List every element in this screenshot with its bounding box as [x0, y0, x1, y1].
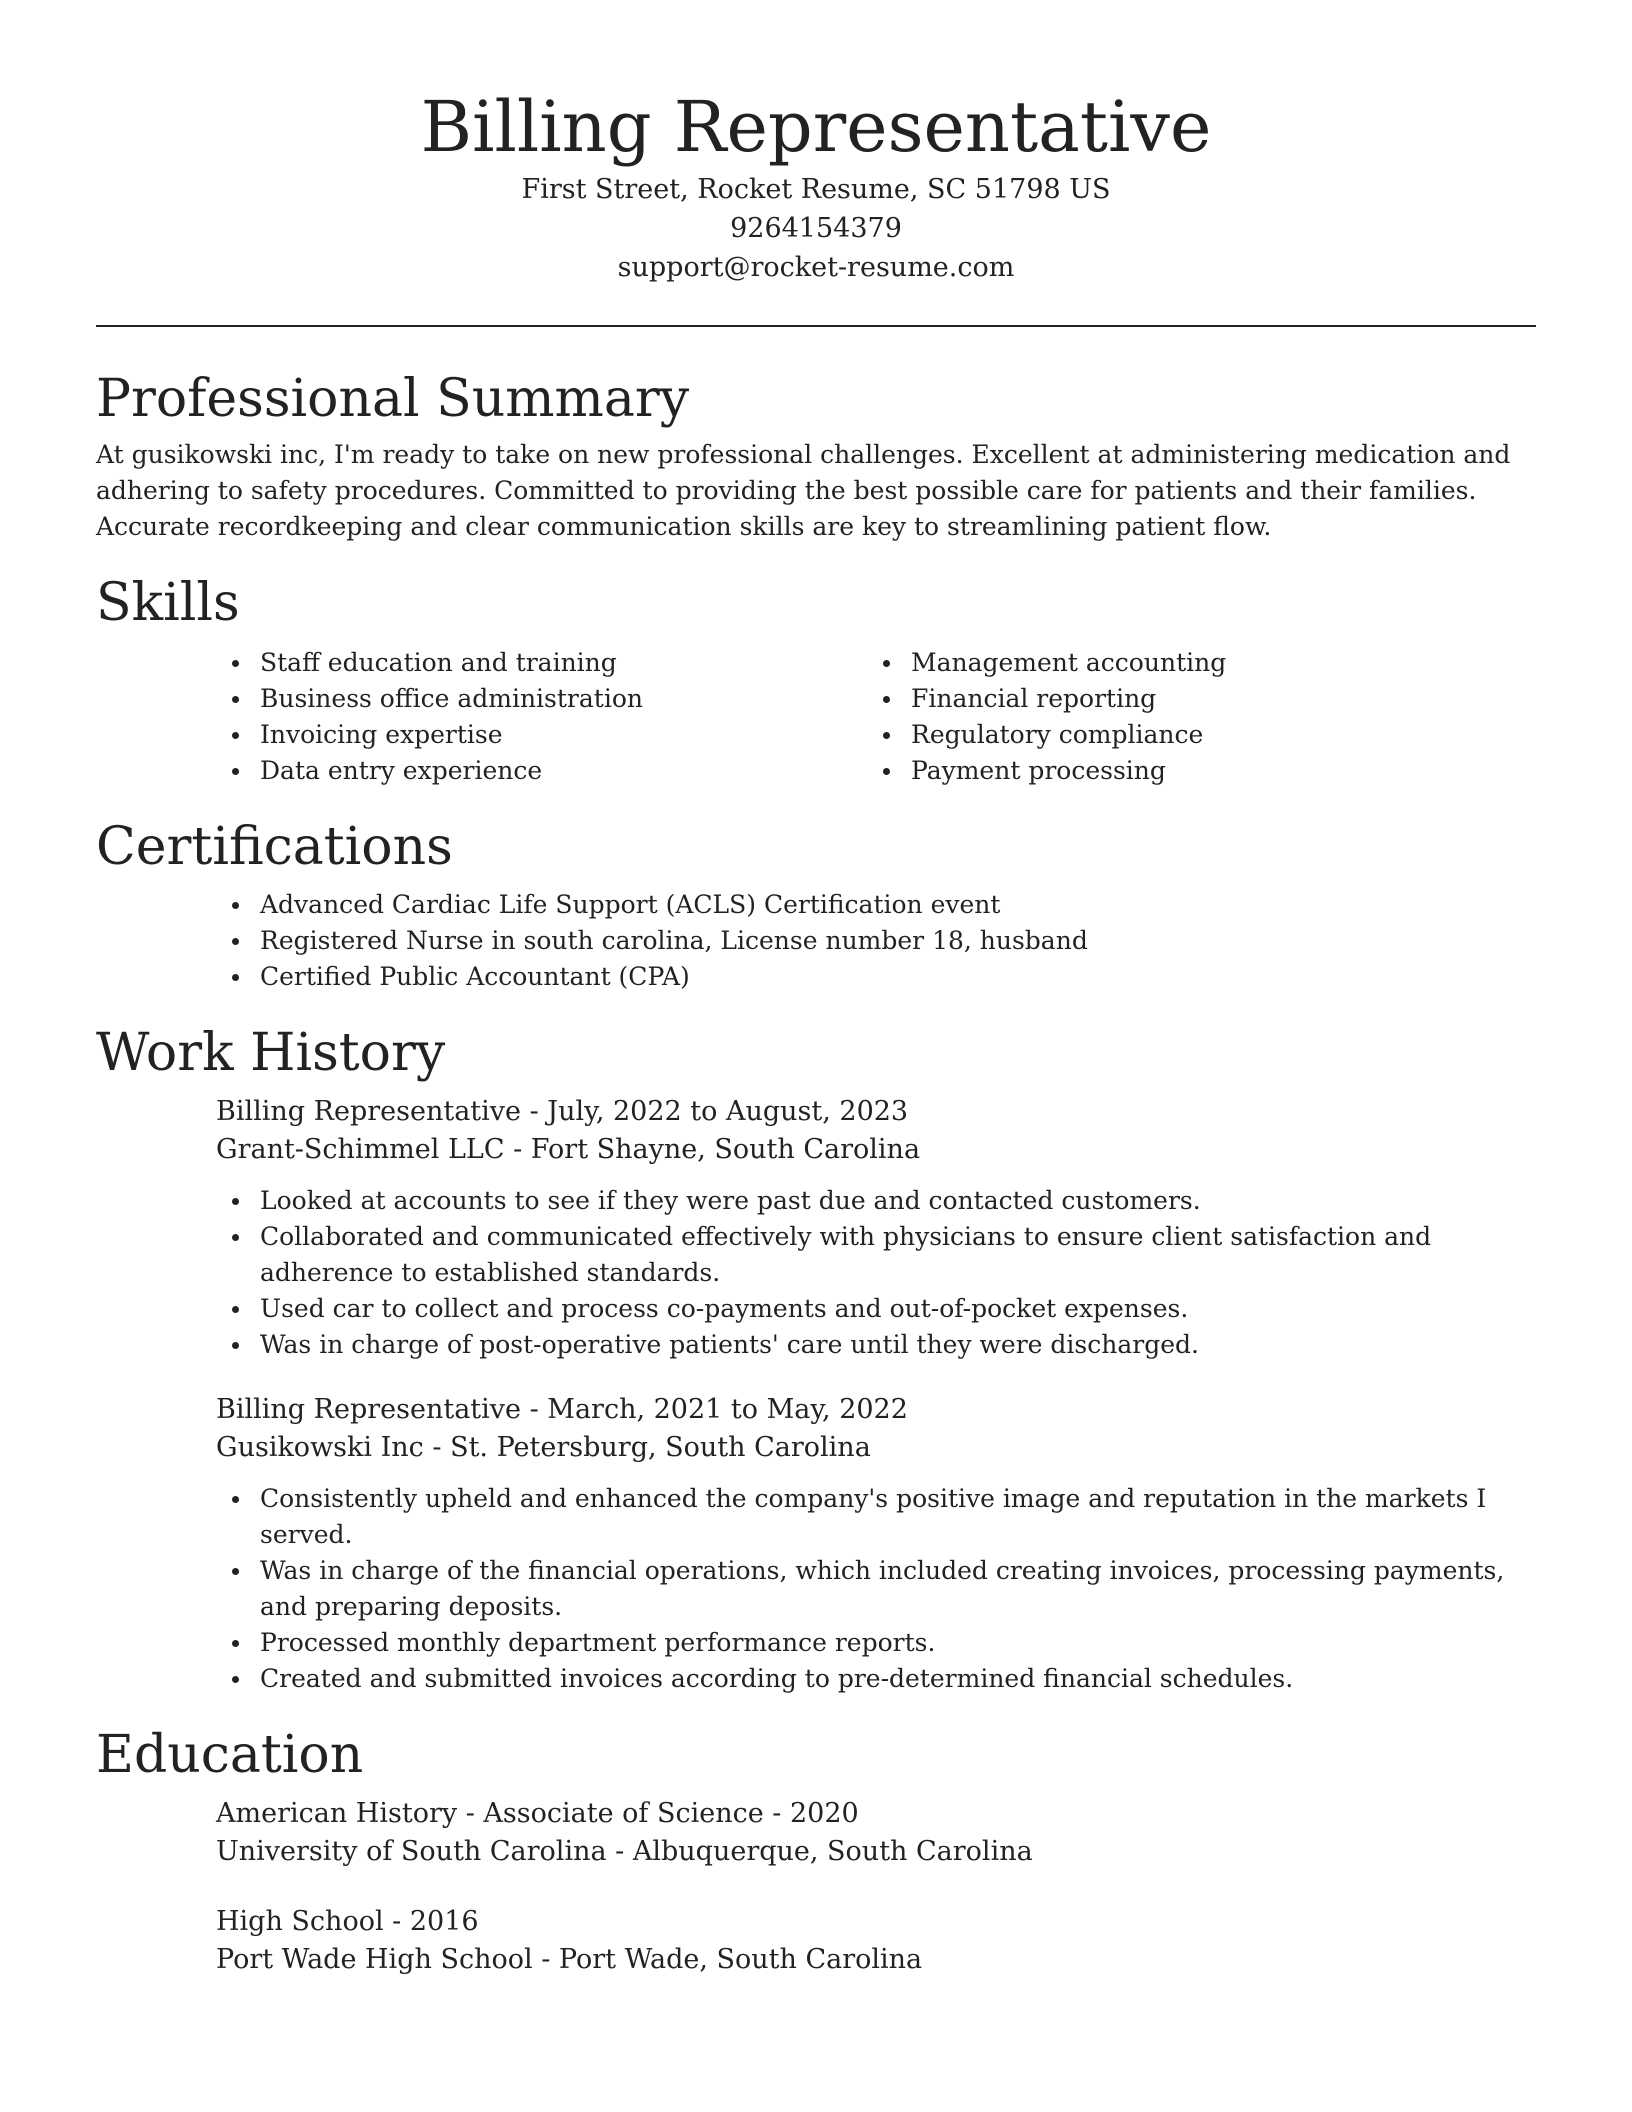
skills-section — [96, 571, 1536, 789]
skills-list-right — [867, 645, 1518, 789]
list-item: Financial reporting — [867, 681, 1518, 717]
list-item: Regulatory compliance — [867, 717, 1518, 753]
job-entry — [216, 1093, 1536, 1363]
list-item: Used car to collect and process co-payments and out-of-pocket expenses. — [216, 1291, 1536, 1327]
skills-grid — [216, 645, 1536, 789]
job-location: - Fort Shayne, South Carolina — [504, 1134, 921, 1165]
section-title-summary: Professional Summary — [96, 369, 690, 429]
education-school-line — [216, 1941, 1536, 1979]
list-item: Registered Nurse in south carolina, License number 18, husband — [216, 923, 1536, 959]
list-item: Consistently upheld and enhanced the company's positive image and reputation in the markets I served. — [216, 1481, 1536, 1553]
section-title-certifications: Certifications — [96, 817, 453, 877]
list-item: Certified Public Accountant (CPA) — [216, 959, 1536, 995]
education-entry — [216, 1903, 1536, 1979]
job-dates: - March, 2021 to May, 2022 — [521, 1394, 908, 1425]
job-company: Gusikowski Inc — [216, 1432, 424, 1463]
list-item: Business office administration — [216, 681, 867, 717]
resume-header — [96, 0, 1536, 287]
education-degree: High School — [216, 1906, 384, 1937]
job-role: Billing Representative — [216, 1394, 522, 1425]
job-title-line — [216, 1093, 1536, 1131]
education-degree-line — [216, 1903, 1536, 1941]
list-item: Data entry experience — [216, 753, 867, 789]
list-item: Staff education and training — [216, 645, 867, 681]
section-title-education: Education — [96, 1725, 364, 1785]
section-title-skills: Skills — [96, 573, 240, 633]
job-company-line — [216, 1429, 1536, 1467]
job-role: Billing Representative — [216, 1096, 522, 1127]
page-title: Billing Representative — [420, 86, 1212, 168]
list-item: Was in charge of the financial operations, which included creating invoices, processing payments, and preparing deposits. — [216, 1553, 1536, 1625]
education-school-line — [216, 1833, 1536, 1871]
contact-info — [96, 170, 1536, 287]
certifications-list — [216, 887, 1536, 995]
job-duties-list — [216, 1183, 1536, 1363]
address: First Street, Rocket Resume, SC 51798 US — [521, 174, 1111, 205]
job-location: - St. Petersburg, South Carolina — [423, 1432, 871, 1463]
education-degree-line — [216, 1795, 1536, 1833]
education-school: University of South Carolina — [216, 1836, 607, 1867]
list-item: Management accounting — [867, 645, 1518, 681]
header-divider — [96, 325, 1536, 327]
education-section — [96, 1723, 1536, 1979]
list-item: Payment processing — [867, 753, 1518, 789]
education-school: Port Wade High School — [216, 1944, 533, 1975]
education-year: - 2016 — [383, 1906, 479, 1937]
skills-list-left — [216, 645, 867, 789]
education-location: - Port Wade, South Carolina — [532, 1944, 923, 1975]
email-address: support@rocket-resume.com — [617, 252, 1015, 283]
education-location: - Albuquerque, South Carolina — [606, 1836, 1033, 1867]
work-history-section — [96, 1021, 1536, 1697]
education-entry — [216, 1795, 1536, 1871]
list-item: Created and submitted invoices according to pre-determined financial schedules. — [216, 1661, 1536, 1697]
list-item: Invoicing expertise — [216, 717, 867, 753]
job-title-line — [216, 1391, 1536, 1429]
certifications-section — [96, 815, 1536, 995]
education-degree: American History - Associate of Science — [216, 1798, 764, 1829]
job-entry — [216, 1391, 1536, 1697]
list-item: Looked at accounts to see if they were past due and contacted customers. — [216, 1183, 1536, 1219]
list-item: Processed monthly department performance reports. — [216, 1625, 1536, 1661]
job-company-line — [216, 1131, 1536, 1169]
job-company: Grant-Schimmel LLC — [216, 1134, 505, 1165]
job-dates: - July, 2022 to August, 2023 — [521, 1096, 909, 1127]
list-item: Was in charge of post-operative patients' care until they were discharged. — [216, 1327, 1536, 1363]
list-item: Advanced Cardiac Life Support (ACLS) Certification event — [216, 887, 1536, 923]
phone-number: 9264154379 — [730, 213, 902, 244]
list-item: Collaborated and communicated effectively with physicians to ensure client satisfaction and adherence to established standards. — [216, 1219, 1536, 1291]
job-duties-list — [216, 1481, 1536, 1697]
summary-section — [96, 367, 1536, 545]
education-year: - 2020 — [763, 1798, 859, 1829]
section-title-work-history: Work History — [96, 1023, 446, 1083]
summary-text: At gusikowski inc, I'm ready to take on new professional challenges. Excellent at administering medication and adhering to safety procedures. Committed to providing the best possible care for patients and their families. Accurate recordkeeping and clear communication skills are key to streamlining patient flow. — [96, 440, 1511, 541]
